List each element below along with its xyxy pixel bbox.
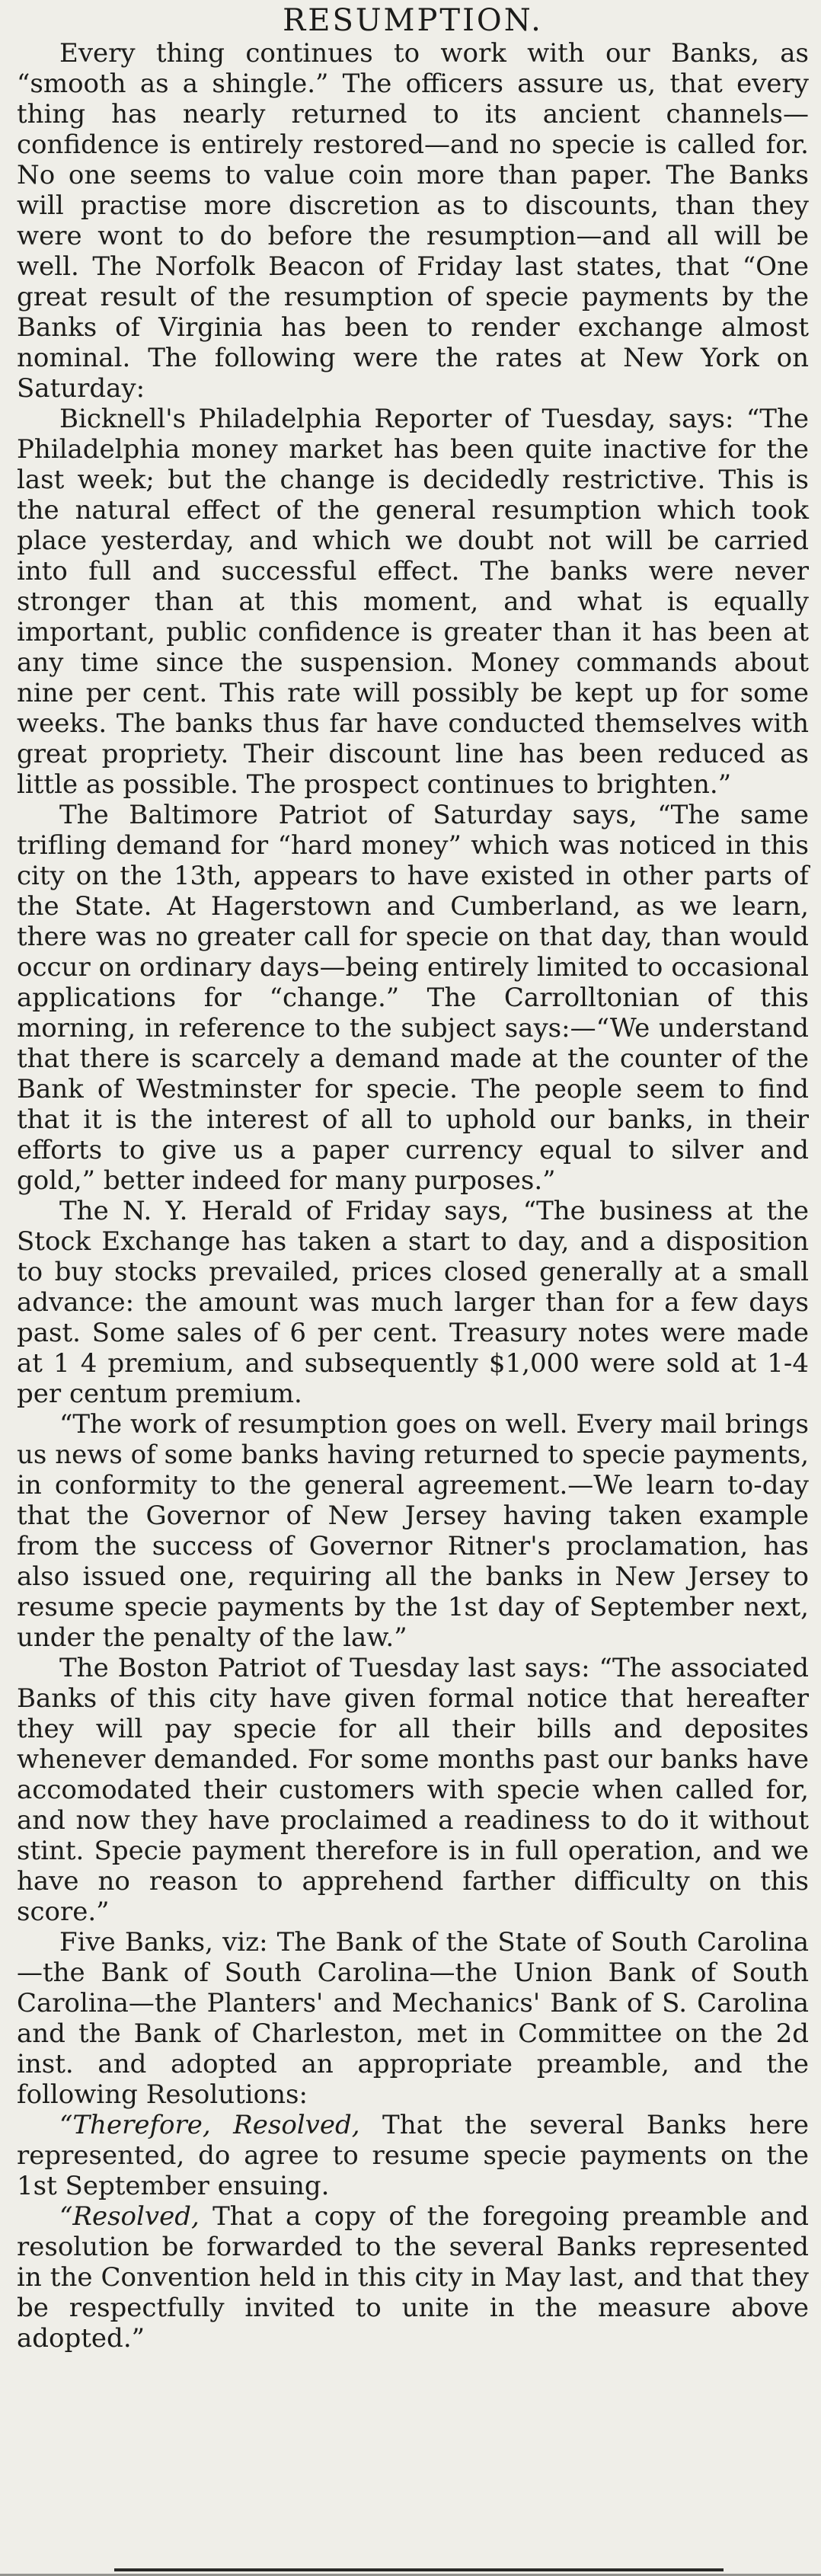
paragraph-baltimore-patriot: The Baltimore Patriot of Saturday says, “The same trifling demand for “hard money” which was noticed in this city on the 13th, appears to have existed in other parts of the State. At Hagerstown and Cumberland, as we learn, there was no greater call for specie on that day, than would occur on ordinary days—being entirely limited to occasional applications for “change.” The Carrolltonian of this morning, in reference to the subject says:—“We understand that there is scarcely a demand made at the counter of the Bank of Westminster for specie. The people seem to find that it is the interest of all to uphold our banks, in their efforts to give us a paper currency equal to silver and gold,” better indeed for many purposes.”	[17, 800, 809, 1196]
article-body	[17, 38, 809, 2354]
resolution-first-text: That the several Banks here represented, do agree to resume specie payments on the 1st September ensuing.	[17, 2110, 809, 2201]
paragraph-ny-herald: The N. Y. Herald of Friday says, “The business at the Stock Exchange has taken a start to day, and a disposition to buy stocks prevailed, prices closed generally at a small advance: the amount was much larger than for a few days past. Some sales of 6 per cent. Treasury notes were made at 1 4 premium, and subsequently $1,000 were sold at 1-4 per centum premium.	[17, 1196, 809, 1409]
closing-rule	[114, 2568, 724, 2571]
resolution-first-lead: “Therefore, Resolved,	[59, 2110, 360, 2140]
paragraph-boston-patriot: The Boston Patriot of Tuesday last says: “The associated Banks of this city have given formal notice that hereafter they will pay specie for all their bills and deposites whenever demanded. For some months past our banks have accomodated their customers with specie when called for, and now they have proclaimed a readiness to do it without stint. Specie payment therefore is in full operation, and we have no reason to apprehend farther difficulty on this score.”	[17, 1653, 809, 1927]
resolution-second-text: That a copy of the foregoing preamble and resolution be forwarded to the several Banks represented in the Convention held in this city in May last, and that they be respectfully invited to unite in the measure above adopted.”	[17, 2201, 809, 2354]
headline: RESUMPTION.	[283, 3, 543, 38]
resolution-second-lead: “Resolved,	[59, 2201, 200, 2232]
paragraph-philadelphia-reporter: Bicknell's Philadelphia Reporter of Tuesday, says: “The Philadelphia money market has been quite inactive for the last week; but the change is decidedly restrictive. This is the natural effect of the general resumption which took place yesterday, and which we doubt not will be carried into full and successful effect. The banks were never stronger than at this moment, and what is equally important, public confidence is greater than it has been at any time since the suspension. Money commands about nine per cent. This rate will possibly be kept up for some weeks. The banks thus far have conducted themselves with great propriety. Their discount line has been reduced as little as possible. The prospect continues to brighten.”	[17, 404, 809, 800]
resolution-second	[17, 2201, 809, 2354]
resolution-first	[17, 2110, 809, 2201]
paragraph-south-carolina-banks: Five Banks, viz: The Bank of the State of South Carolina—the Bank of South Carolina—the Union Bank of South Carolina—the Planters' and Mechanics' Bank of S. Carolina and the Bank of Charleston, met in Committee on the 2d inst. and adopted an appropriate preamble, and the following Resolutions:	[17, 1927, 809, 2110]
paragraph-banks-intro: Every thing continues to work with our Banks, as “smooth as a shingle.” The officers assure us, that every thing has nearly returned to its ancient channels—confidence is entirely restored—and no specie is called for. No one seems to value coin more than paper. The Banks will practise more discretion as to discounts, than they were wont to do before the resumption—and all will be well. The Norfolk Beacon of Friday last states, that “One great result of the resumption of specie payments by the Banks of Virginia has been to render exchange almost nominal. The following were the rates at New York on Saturday:	[17, 38, 809, 404]
paragraph-resumption-news: “The work of resumption goes on well. Every mail brings us news of some banks having returned to specie payments, in conformity to the general agreement.—We learn to-day that the Governor of New Jersey having taken example from the success of Governor Ritner's proclamation, has also issued one, requiring all the banks in New Jersey to resume specie payments by the 1st day of September next, under the penalty of the law.”	[17, 1409, 809, 1653]
